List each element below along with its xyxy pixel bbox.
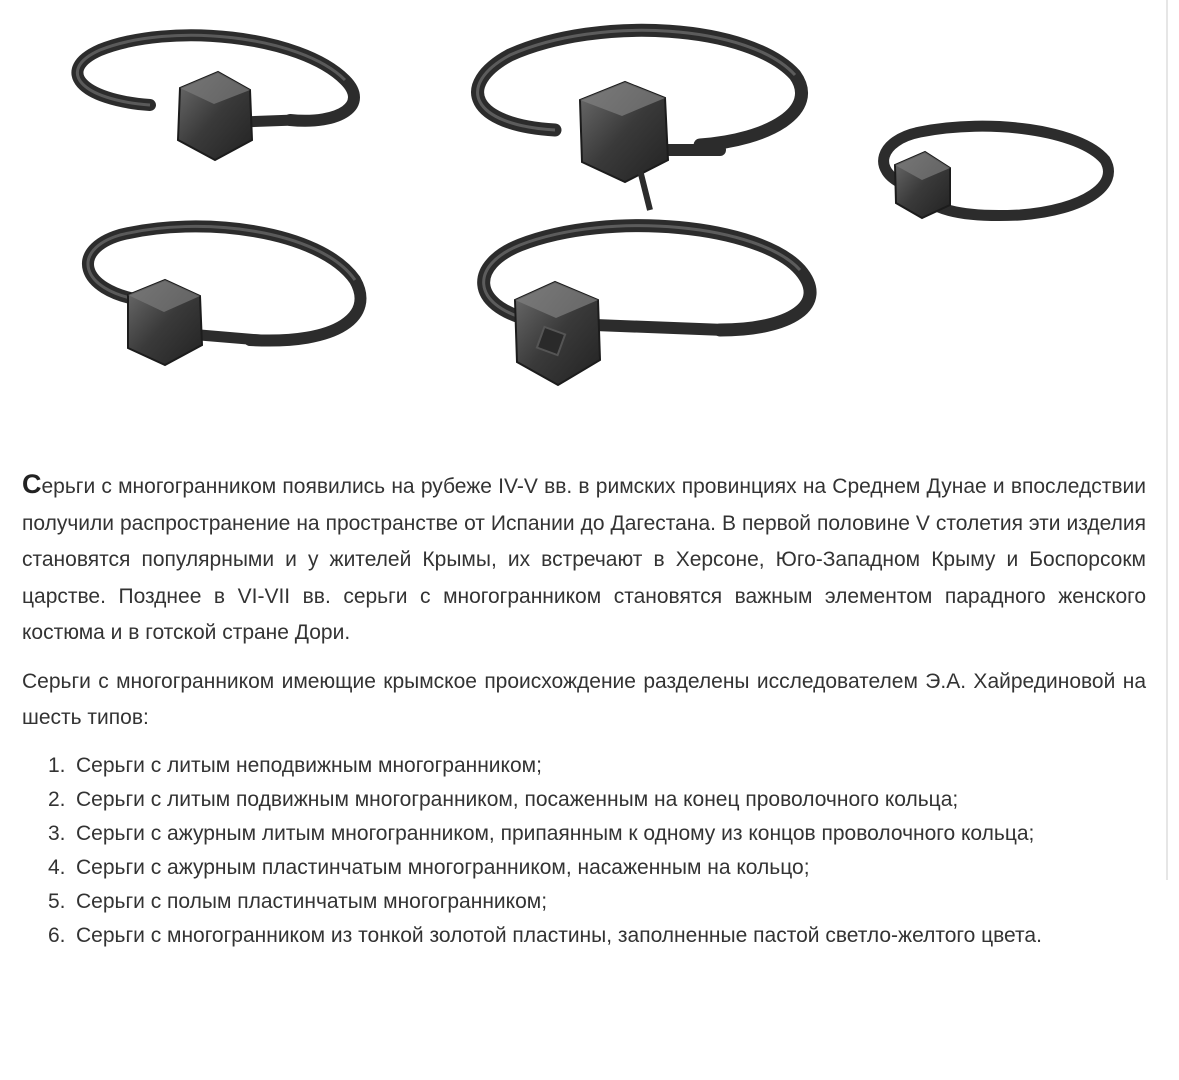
earrings-photo bbox=[0, 0, 1160, 430]
list-item-text: Серьги с литым подвижным многогранником, посаженным на конец проволочного кольца; bbox=[76, 787, 959, 811]
intro-text: ерьги с многогранником появились на рубеже IV-V вв. в римских провинциях на Среднем Дунае и впоследствии получили распространение на пространстве от Испании до Дагестана. В первой половине V столетия эти изделия становятся популярными и у жителей Крымы, их встречают в Херсоне, Юго-Западном Крыму и Боспорсокм царстве. Позднее в VI-VII вв. серьги с многогранником становятся важным элементом парадного женского костюма и в готской стране Дори. bbox=[22, 475, 1146, 644]
intro-paragraph bbox=[22, 466, 1146, 652]
list-item-text: Серьги с литым неподвижным многогранником; bbox=[76, 753, 542, 777]
list-item bbox=[22, 783, 1146, 817]
page-edge-rule bbox=[1166, 0, 1168, 880]
earring-2 bbox=[478, 30, 802, 210]
list-item bbox=[22, 749, 1146, 783]
types-list bbox=[22, 749, 1146, 953]
list-item-number: 4. bbox=[48, 855, 66, 879]
list-item-number: 3. bbox=[48, 821, 66, 845]
list-item-number: 2. bbox=[48, 787, 66, 811]
list-item bbox=[22, 885, 1146, 919]
earring-1 bbox=[77, 35, 354, 160]
list-item-text: Серьги с ажурным литым многогранником, припаянным к одному из концов проволочного кольца; bbox=[76, 821, 1035, 845]
list-item-number: 5. bbox=[48, 889, 66, 913]
earring-3 bbox=[884, 126, 1109, 218]
list-item bbox=[22, 919, 1146, 953]
list-item-number: 6. bbox=[48, 923, 66, 947]
list-item bbox=[22, 851, 1146, 885]
list-item bbox=[22, 817, 1146, 851]
list-item-number: 1. bbox=[48, 753, 66, 777]
article-body bbox=[22, 466, 1146, 953]
drop-cap: С bbox=[22, 469, 42, 499]
list-item-text: Серьги с многогранником из тонкой золотой пластины, заполненные пастой светло-желтого цвета. bbox=[76, 923, 1042, 947]
classification-paragraph: Серьги с многогранником имеющие крымское происхождение разделены исследователем Э.А. Хайрединовой на шесть типов: bbox=[22, 669, 1146, 729]
list-item-text: Серьги с ажурным пластинчатым многогранником, насаженным на кольцо; bbox=[76, 855, 810, 879]
earring-5 bbox=[484, 226, 810, 385]
list-item-text: Серьги с полым пластинчатым многогранником; bbox=[76, 889, 548, 913]
earring-4 bbox=[88, 226, 360, 365]
